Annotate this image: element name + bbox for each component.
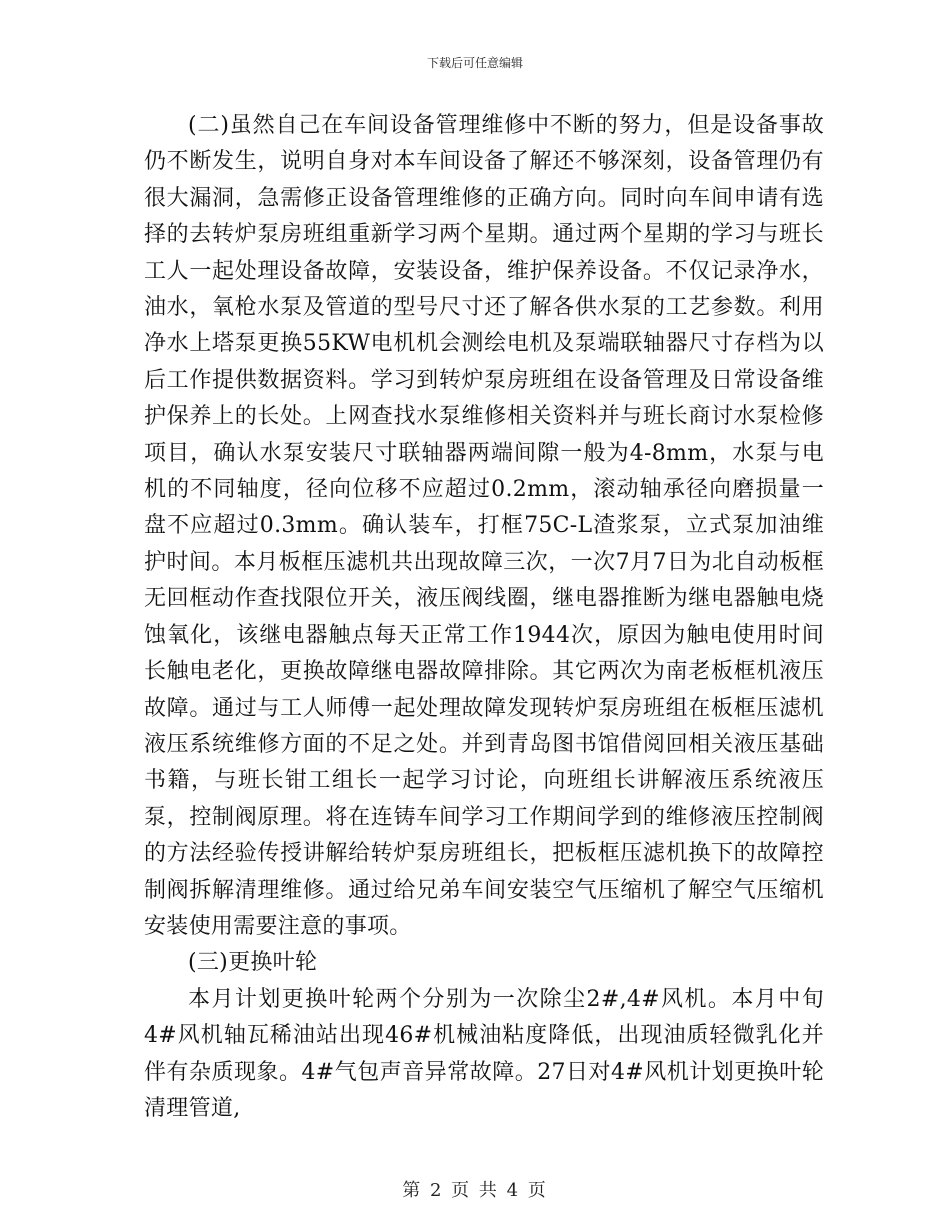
paragraph-section-two: (二)虽然自己在车间设备管理维修中不断的努力，但是设备事故仍不断发生，说明自身对本车间设备了解还不够深刻，设备管理仍有很大漏洞，急需修正设备管理维修的正确方向。同时向车间申请有选择的去转炉泵房班组重新学习两个星期。通过两个星期的学习与班长工人一起处理设备故障，安装设备，维护保养设备。不仅记录净水，油水，氧枪水泵及管道的型号尺寸还了解各供水泵的工艺参数。利用净水上塔泵更换55KW电机机会测绘电机及泵端联轴器尺寸存档为以后工作提供数据资料。学习到转炉泵房班组在设备管理及日常设备维护保养上的长处。上网查找水泵维修相关资料并与班长商讨水泵检修项目，确认水泵安装尺寸联轴器两端间隙一般为4-8mm，水泵与电机的不同轴度，径向位移不应超过0.2mm，滚动轴承径向磨损量一盘不应超过0.3mm。确认装车，打框75C-L渣浆泵，立式泵加油维护时间。本月板框压滤机共出现故障三次，一次7月7日为北自动板框无回框动作查找限位开关，液压阀线圈，继电器推断为继电器触电烧蚀氧化，该继电器触点每天正常工作1944次，原因为触电使用时间长触电老化，更换故障继电器故障排除。其它两次为南老板框机液压故障。通过与工人师傅一起处理故障发现转炉泵房班组在板框压滤机液压系统维修方面的不足之处。并到青岛图书馆借阅回相关液压基础书籍，与班长钳工组长一起学习讨论，向班组长讲解液压系统液压泵，控制阀原理。将在连铸车间学习工作期间学到的维修液压控制阀的方法经验传授讲解给转炉泵房班组长，把板框压滤机换下的故障控制阀拆解清理维修。通过给兄弟车间安装空气压缩机了解空气压缩机安装使用需要注意的事项。 — [144, 113, 824, 939]
paragraph-section-three: 本月计划更换叶轮两个分别为一次除尘2#,4#风机。本月中旬4#风机轴瓦稀油站出现46#机械油粘度降低，出现油质轻微乳化并伴有杂质现象。4#气包声音异常故障。27日对4#风机计划更换叶轮清理管道, — [144, 986, 824, 1121]
document-body — [144, 108, 824, 1127]
section-heading-three: (三)更换叶轮 — [188, 950, 318, 976]
page-number: 第 2 页 共 4 页 — [402, 1180, 548, 1201]
page-header: 下载后可任意编辑 — [426, 56, 523, 70]
